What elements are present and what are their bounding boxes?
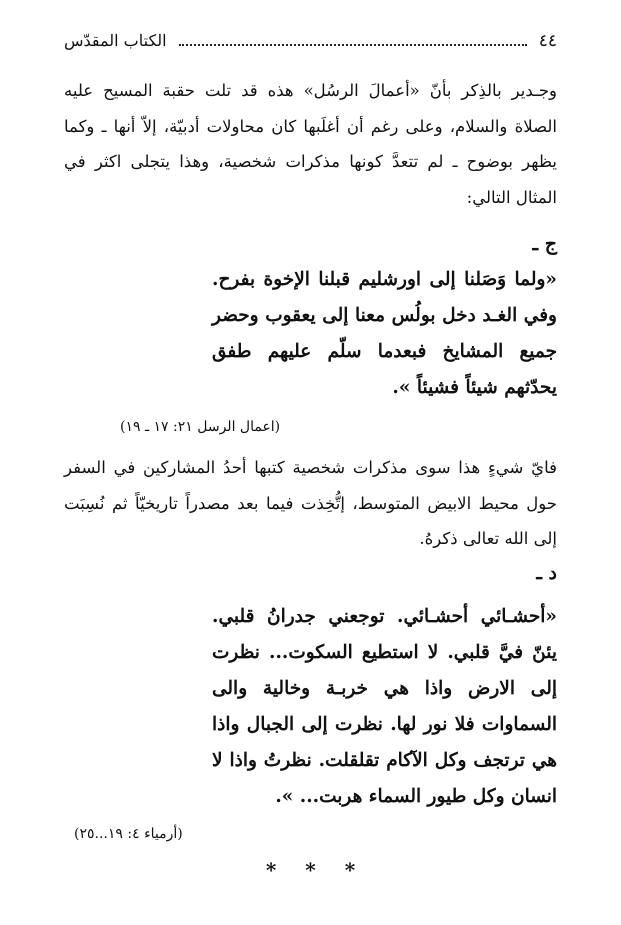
section-letter-d: د ـ xyxy=(536,562,557,584)
running-title: الكتاب المقدّس xyxy=(64,31,167,50)
paragraph-intro: وجـدير بالذِكر بأنّ «أعمالَ الرسُل» هذه قد تلت حقبة المسيح عليه الصلاة والسلام، وعلى رغم أن أغلَبها كان محاولات أدبيّة، إلاّ أنها ـ وكما يظهر بوضوح ـ لم تتعدَّ كونها مذكرات شخصية، وهذا يتجلى اكثر في المثال التالي: xyxy=(64,81,557,207)
reference-jeremiah: (أرمياء ٤: ١٩...٢٥) xyxy=(74,826,183,842)
reference-acts: (اعمال الرسل ٢١: ١٧ ـ ١٩) xyxy=(120,419,281,435)
page-number: ٤٤ xyxy=(538,31,557,51)
paragraph-commentary: فايّ شيءٍ هذا سوى مذكرات شخصية كتبها أحدُ المشاركين في السفر حول محيط الابيض المتوسط، إتُّخِذت فيما بعد مصدراً تاريخيّاً ثم نُسِبَت إلى الله تعالى ذكرهُ. xyxy=(64,458,557,548)
quote-jeremiah: «أحشـائي أحشـائي. توجعني جدرانُ قلبي. يئنّ فيَّ قلبي. لا استطيع السكوت... نظرت إلى الارض واذا هي خربـة وخالية والى السماوات فلا نور لها. نظرت إلى الجبال واذا هي ترتجف وكل الآكام تقلقلت. نظرتُ واذا لا انسان وكل طيور السماء هربت... ». xyxy=(212,606,557,807)
running-head xyxy=(64,30,557,52)
quote-acts: «ولما وَصَلنا إلى اورشليم قبلنا الإخوة بفرح. وفي الغـد دخل بولُس معنا إلى يعقوب وحضر جميع المشايخ فبعدما سلّم عليهم طفق يحدّثهم شيئاً فشيئاً ». xyxy=(212,269,557,398)
leader-dots xyxy=(179,30,527,46)
ornament-stars: * * * xyxy=(265,858,356,882)
section-letter-c: ج ـ xyxy=(532,233,557,255)
